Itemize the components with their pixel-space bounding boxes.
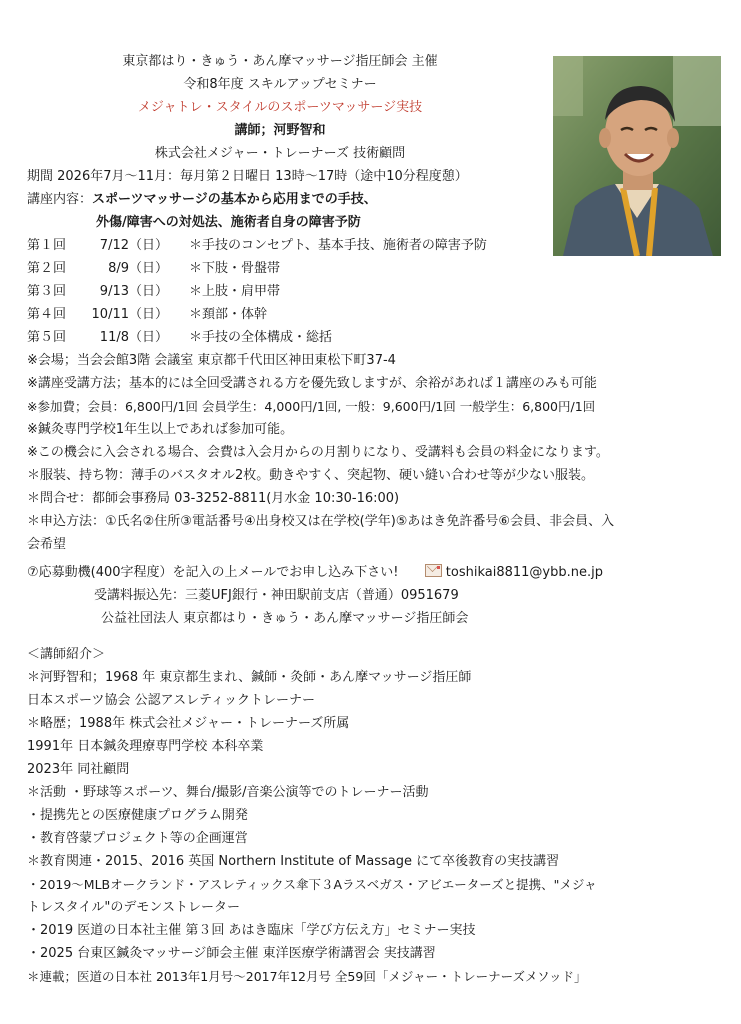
session-topic: ＊手技のコンセプト、基本手技、施術者の障害予防 [189, 238, 487, 253]
content-line-1: スポーツマッサージの基本から応用までの手技、 [92, 192, 377, 207]
profile-line: 2023年 同社顧問 [27, 762, 130, 777]
profile-line: 日本スポーツ協会 公認アスレティックトレーナー [27, 693, 316, 708]
note-apply-2: 会希望 [27, 537, 67, 552]
session-no: 第５回 [27, 330, 67, 345]
profile-line: ・2019 医道の日本社主催 第３回 あはき臨床「学び方伝え方」セミナー実技 [27, 923, 476, 938]
organizer-line: 東京都はり・きゅう・あん摩マッサージ指圧師会 主催 [122, 54, 438, 69]
instructor-name: 講師；河野智和 [234, 123, 326, 138]
profile-line: ・2025 台東区鍼灸マッサージ師会主催 東洋医療学術講習会 実技講習 [27, 946, 436, 961]
profile-line: 1991年 日本鍼灸理療専門学校 本科卒業 [27, 739, 264, 754]
session-row [27, 306, 267, 324]
profile-line: ＊教育関連・2015、2016 英国 Northern Institute of Massage にて卒後教育の実技講習 [27, 854, 560, 869]
note-venue: ※会場；当会会館3階 会議室 東京都千代田区神田東松下町37-4 [27, 353, 396, 368]
session-day: （日） [129, 261, 169, 276]
session-date: 11/8 [99, 330, 129, 345]
profile-line: ＊連載；医道の日本社 2013年1月号〜2017年12月号 全59回「メジャー・トレーナーズメソッド」 [27, 969, 587, 984]
session-topic: ＊下肢・骨盤帯 [189, 261, 281, 276]
session-no: 第４回 [27, 307, 67, 322]
session-no: 第２回 [27, 261, 67, 276]
session-row [27, 260, 280, 278]
profile-line: ・2019〜MLBオークランド・アスレティックス傘下３Aラスベガス・アビエーターズと提携、"メジャ [27, 877, 597, 892]
profile-line: ・提携先との医療健康プログラム開発 [27, 808, 248, 823]
profile-line: ・教育啓蒙プロジェクト等の企画運営 [27, 831, 248, 846]
instructor-affiliation: 株式会社メジャー・トレーナーズ 技術顧問 [154, 146, 406, 161]
period: 期間 2026年7月〜11月：毎月第２日曜日 13時〜17時（途中10分程度憩） [27, 169, 468, 184]
envelope-icon [425, 564, 442, 577]
session-day: （日） [129, 307, 169, 322]
seminar-year: 令和8年度 スキルアップセミナー [183, 77, 377, 92]
profile-line: トレスタイル"のデモンストレーター [27, 900, 240, 915]
bank-info: 受講料振込先：三菱UFJ銀行・神田駅前支店（普通）0951679 [94, 588, 459, 603]
session-topic: ＊手技の全体構成・総括 [189, 330, 333, 345]
instructor-photo [553, 56, 721, 256]
profile-line: ＊河野智和；1968 年 東京都生まれ、鍼師・灸師・あん摩マッサージ指圧師 [27, 670, 472, 685]
note-fee: ※参加費；会員：6,800円/1回 会員学生：4,000円/1回, 一般：9,600円/1回 一般学生：6,800円/1回 [27, 399, 596, 414]
session-row [27, 283, 280, 301]
note-attire: ＊服装、持ち物：薄手のバスタオル2枚。動きやすく、突起物、硬い縫い合わせ等が少ない服装。 [27, 468, 595, 483]
session-row [27, 329, 332, 347]
note-apply-3: ⑦応募動機(400字程度）を記入の上メールでお申し込み下さい! [27, 565, 399, 580]
note-inquiry: ＊問合せ：都師会事務局 03-3252-8811(月水金 10:30-16:00) [27, 491, 400, 506]
note-eligibility: ※鍼灸専門学校1年生以上であれば参加可能。 [27, 422, 294, 437]
profile-heading: ＜講師紹介＞ [27, 647, 106, 662]
session-no: 第１回 [27, 238, 67, 253]
session-date: 9/13 [99, 284, 129, 299]
seminar-title: メジャトレ・スタイルのスポーツマッサージ実技 [137, 100, 423, 115]
session-date: 8/9 [108, 261, 129, 276]
note-method: ※講座受講方法；基本的には全回受講される方を優先致しますが、余裕があれば１講座のみも可能 [27, 376, 597, 391]
note-join: ※この機会に入会される場合、会費は入会月からの月割りになり、受講料も会員の料金になります。 [27, 445, 609, 460]
session-day: （日） [129, 284, 169, 299]
profile-line: ＊活動 ・野球等スポーツ、舞台/撮影/音楽公演等でのトレーナー活動 [27, 785, 429, 800]
content-line-2: 外傷/障害への対処法、施術者自身の障害予防 [96, 215, 361, 230]
content-row-1 [27, 191, 377, 209]
note-apply-1: ＊申込方法：①氏名②住所③電話番号④出身校又は在学校(学年)⑤あはき免許番号⑥会員、非会員、入 [27, 514, 615, 529]
org-name: 公益社団法人 東京都はり・きゅう・あん摩マッサージ指圧師会 [101, 611, 469, 626]
instructor-portrait-icon [553, 56, 721, 256]
session-date: 7/12 [99, 238, 129, 253]
session-row [27, 237, 487, 255]
session-topic: ＊頚部・体幹 [189, 307, 268, 322]
content-label: 講座内容： [27, 192, 93, 207]
email-address[interactable]: toshikai8811@ybb.ne.jp [445, 565, 603, 580]
session-day: （日） [129, 238, 169, 253]
profile-line: ＊略歴；1988年 株式会社メジャー・トレーナーズ所属 [27, 716, 350, 731]
note-apply-3-row [27, 564, 603, 582]
session-topic: ＊上肢・肩甲帯 [189, 284, 281, 299]
session-day: （日） [129, 330, 169, 345]
session-no: 第３回 [27, 284, 67, 299]
session-date: 10/11 [91, 307, 129, 322]
